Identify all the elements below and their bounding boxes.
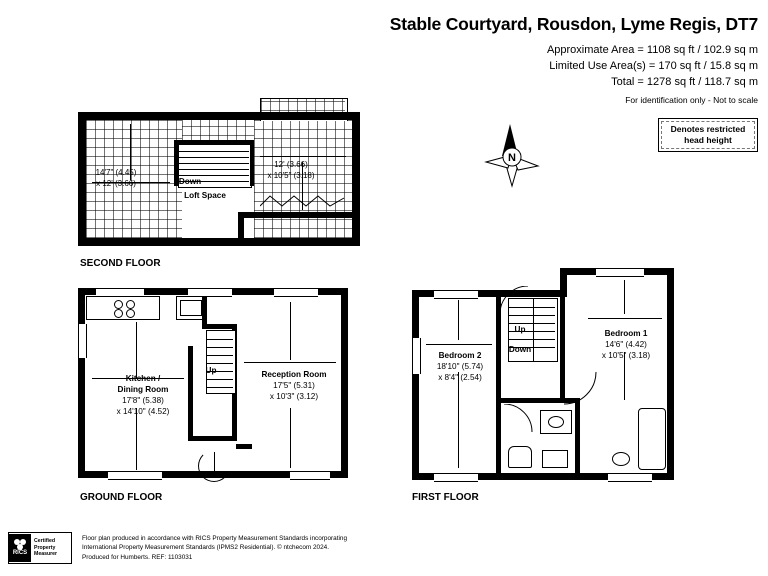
rics-label-2: Property (34, 544, 56, 551)
bedroom-1-label (578, 328, 674, 361)
roof-slope-symbol (260, 194, 346, 208)
bathroom-basin (548, 416, 564, 428)
rics-label-1: Certified (34, 538, 56, 545)
bedroom-2-dims-2: x 8'4" (2.54) (438, 373, 482, 383)
kitchen-dining-room-dims-2: x 14'10" (4.52) (116, 407, 170, 417)
ff-door-arc-bedroom1 (564, 372, 598, 406)
first-floor-stair-up-label: Up (514, 325, 526, 334)
bedroom-2-label (412, 350, 508, 383)
bath-tub (638, 408, 666, 470)
gf-wall-center-bottom (188, 436, 237, 441)
ff-window-top-right (596, 268, 644, 277)
kitchen-dining-room-name-line1: Kitchen / (125, 374, 161, 383)
ff-door-arc-bathroom (504, 404, 534, 434)
ff-wall-left (412, 290, 419, 480)
kitchen-dining-room-label (88, 373, 198, 417)
kitchen-dining-room-name-line2: Dining Room (117, 385, 169, 395)
ff-dim-arrow-bed1-v (624, 280, 625, 314)
restricted-height-legend-inner (661, 121, 755, 149)
wall-bottom (78, 238, 360, 246)
second-floor-label: SECOND FLOOR (80, 258, 161, 269)
wall-lower-right (238, 212, 352, 218)
restricted-height-legend-label: Denotes restricted head height (670, 124, 746, 145)
ff-window-bottom-left (434, 473, 478, 482)
wall-stair-right (250, 140, 254, 186)
footer (8, 532, 347, 564)
gf-dimension-arrow-reception-v (290, 302, 291, 360)
first-floor-label: FIRST FLOOR (412, 492, 479, 503)
ff-dim-arrow-bed1-h (588, 318, 662, 319)
second-floor-dimension-right: 12' (3.66) x 10'5" (3.18) (267, 160, 315, 180)
kitchen-sink (180, 300, 202, 316)
reception-room-dims-2: x 10'3" (3.12) (269, 392, 319, 402)
rics-emblem-icon (13, 538, 27, 550)
ff-window-top-left (434, 290, 478, 299)
footer-note-line-1: Floor plan produced in accordance with RICS Property Measurement Standards incorporating (82, 535, 347, 542)
gf-door-frame (236, 444, 252, 449)
footer-note-line-3: Produced for Humberts. REF: 1103031 (82, 553, 193, 561)
rics-certification-badge (8, 532, 72, 564)
disclaimer-text: For identification only - Not to scale (625, 94, 758, 105)
gf-dimension-arrow-reception-v2 (290, 408, 291, 468)
second-floor-stair-direction: Down (178, 177, 202, 186)
gf-wall-left (78, 288, 85, 478)
gf-entry-arrow (214, 452, 215, 472)
wall-top (78, 112, 360, 120)
bedroom-2-name: Bedroom 2 (438, 351, 482, 360)
ground-floor-stair-direction: Up (205, 366, 217, 375)
header (238, 14, 758, 105)
kitchen-counter (86, 296, 160, 320)
first-floor-stair-down-label: Down (508, 345, 532, 354)
wall-right (352, 112, 360, 246)
rics-certification-text (31, 538, 57, 558)
rics-logo-icon (9, 534, 31, 562)
hob-burner-4 (126, 309, 135, 318)
hob-burner-1 (114, 300, 123, 309)
gf-dimension-arrow-kitchen-v (136, 322, 137, 378)
reception-room-dims-1: 17'5" (5.31) (273, 381, 315, 391)
ff-wall-right (667, 268, 674, 480)
footer-note-line-2: International Property Measurement Standards (IPMS2 Residential). © ntchecom 2024. (82, 544, 329, 552)
ff-dim-arrow-bed2-v (458, 300, 459, 340)
rics-logo-text: RICS (12, 550, 28, 557)
ff-wall-bathroom-right (575, 398, 580, 474)
ff-window-bottom-right (608, 473, 652, 482)
gf-wall-stair-horizontal (202, 324, 236, 329)
bedroom-1-dims-2: x 10'5" (3.18) (601, 351, 651, 361)
reception-room-name: Reception Room (261, 370, 327, 379)
restricted-height-legend (658, 118, 758, 152)
gf-window-top-right (274, 288, 318, 297)
compass-rose (484, 122, 540, 188)
compass-icon (484, 122, 540, 188)
gf-window-bottom-right (290, 471, 330, 480)
bedroom-1-dims-1: 14'6" (4.42) (605, 340, 647, 350)
reception-room-label (240, 369, 348, 402)
kitchen-dining-room-dims-1: 17'8" (5.38) (122, 396, 164, 406)
second-floor-dimension-left: 14'7" (4.45) x 12' (3.66) (95, 168, 137, 188)
total-area: Total = 1278 sq ft / 118.7 sq m (611, 75, 758, 88)
gf-dimension-arrow-reception-h (244, 362, 336, 363)
footer-note (82, 532, 347, 562)
hob-burner-3 (114, 309, 123, 318)
area-summary (238, 43, 758, 91)
approximate-area: Approximate Area = 1108 sq ft / 102.9 sq m (546, 44, 758, 56)
stairs-ground-floor (206, 330, 236, 394)
ff-door-arc-landing (500, 286, 530, 316)
gf-dimension-arrow-kitchen-v2 (136, 408, 137, 470)
ensuite-basin (612, 452, 630, 466)
wc-toilet (508, 446, 532, 468)
hob-burner-2 (126, 300, 135, 309)
page-title: Stable Courtyard, Rousdon, Lyme Regis, DT7 (389, 14, 758, 34)
loft-space-label: Loft Space (184, 191, 226, 200)
svg-text:N: N (508, 152, 516, 164)
limited-use-area: Limited Use Area(s) = 170 sq ft / 15.8 sq m (549, 59, 758, 72)
bathroom-cabinet (542, 450, 568, 468)
ff-dim-arrow-bed2-v2 (458, 372, 459, 468)
gf-window-bottom-left (108, 471, 162, 480)
dimension-arrow-right (260, 156, 346, 157)
wall-lower-right-vertical (238, 212, 244, 246)
rics-label-3: Measurer (34, 551, 58, 558)
ground-floor-label: GROUND FLOOR (80, 492, 163, 503)
bedroom-2-dims-1: 18'10" (5.74) (436, 362, 484, 372)
wall-stair-top (174, 140, 254, 144)
ff-wall-bathroom-left (496, 398, 501, 474)
ff-dim-arrow-bed2-h (426, 344, 492, 345)
bedroom-1-name: Bedroom 1 (604, 329, 648, 338)
gf-window-left (78, 324, 87, 358)
